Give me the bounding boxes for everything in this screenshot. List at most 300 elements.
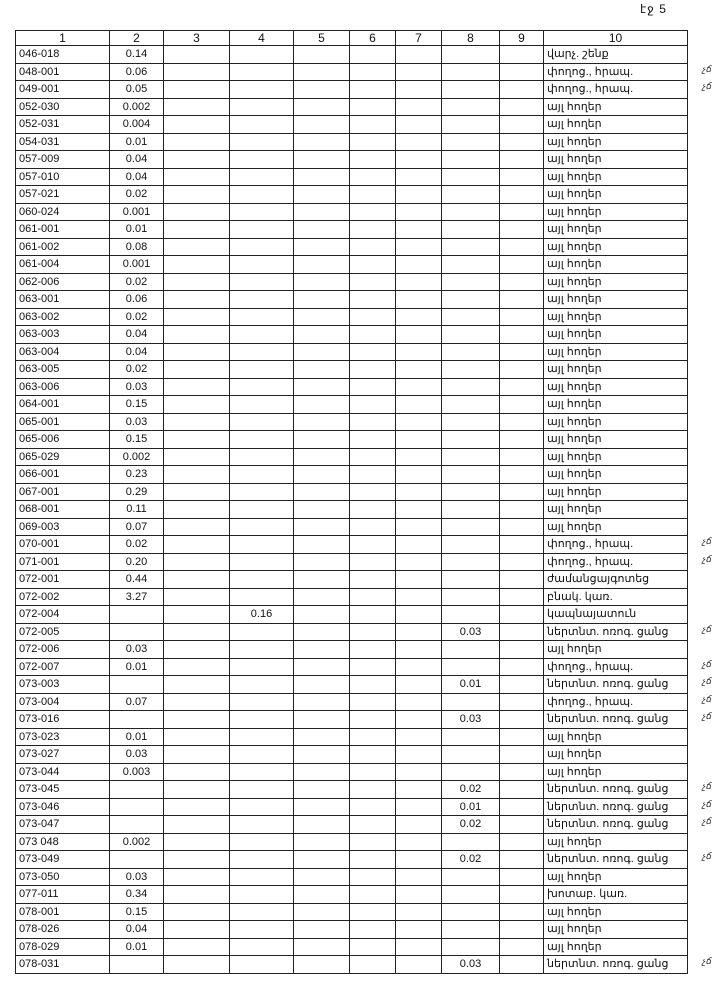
parcel-code: 054-031 [16,133,110,151]
col9-value [500,98,544,116]
col6-value [350,868,396,886]
col9-value [500,396,544,414]
col4-value [230,693,294,711]
land-use-note: ներտնտ. ոռոգ. ցանց [544,676,688,694]
land-use-note: այլ հողեր [544,273,688,291]
col5-value [294,938,350,956]
margin-mark: չճ [701,694,711,704]
col6-value [350,956,396,974]
col7-value [396,886,442,904]
col7-value [396,798,442,816]
col8-value [442,693,500,711]
col6-value [350,938,396,956]
col4-value [230,431,294,449]
parcel-code: 063-005 [16,361,110,379]
col7-value [396,868,442,886]
col2-value [110,956,164,974]
col5-value [294,448,350,466]
parcel-code: 073-023 [16,728,110,746]
parcel-code: 065-029 [16,448,110,466]
col5-value [294,221,350,239]
col5-value [294,886,350,904]
col2-value: 0.03 [110,641,164,659]
col6-value [350,798,396,816]
col6-value [350,221,396,239]
col4-value [230,781,294,799]
col7-value [396,343,442,361]
col4-value [230,921,294,939]
col5-value [294,501,350,519]
col6-value [350,658,396,676]
col9-value [500,238,544,256]
col7-value [396,63,442,81]
parcel-code: 078-029 [16,938,110,956]
col4-value [230,711,294,729]
land-use-note: փողոց., հրապ. [544,658,688,676]
col3-value [164,291,230,309]
col8-value [442,116,500,134]
col5-value [294,361,350,379]
col6-value [350,483,396,501]
col4-value [230,501,294,519]
parcel-code: 049-001 [16,81,110,99]
col5-value [294,273,350,291]
col8-value: 0.02 [442,781,500,799]
col4-value [230,676,294,694]
column-header-2: 2 [110,31,164,46]
land-use-note: ներտնտ. ոռոգ. ցանց [544,798,688,816]
col3-value [164,396,230,414]
col3-value [164,781,230,799]
col3-value [164,98,230,116]
col7-value [396,396,442,414]
table-row [16,343,688,361]
col9-value [500,326,544,344]
col4-value [230,868,294,886]
col9-value [500,466,544,484]
parcel-code: 072-004 [16,606,110,624]
col3-value [164,746,230,764]
col9-value [500,343,544,361]
col7-value [396,921,442,939]
col3-value [164,221,230,239]
parcel-code: 063-003 [16,326,110,344]
col2-value: 0.01 [110,221,164,239]
col8-value [442,868,500,886]
col8-value [442,203,500,221]
land-use-note: այլ հողեր [544,728,688,746]
col8-value [442,588,500,606]
col4-value [230,396,294,414]
col7-value [396,238,442,256]
col5-value [294,693,350,711]
col5-value [294,763,350,781]
col2-value [110,623,164,641]
col2-value: 0.02 [110,536,164,554]
col4-value [230,938,294,956]
col8-value [442,921,500,939]
col2-value: 0.20 [110,553,164,571]
col4-value [230,133,294,151]
col5-value [294,746,350,764]
parcel-code: 073-046 [16,798,110,816]
land-use-note: ներտնտ. ոռոգ. ցանց [544,711,688,729]
parcel-code: 061-004 [16,256,110,274]
col3-value [164,133,230,151]
col3-value [164,693,230,711]
col8-value [442,361,500,379]
col8-value: 0.02 [442,816,500,834]
table-row [16,623,688,641]
col7-value [396,781,442,799]
land-use-note: այլ հողեր [544,448,688,466]
col2-value [110,851,164,869]
col8-value [442,886,500,904]
col4-value [230,623,294,641]
land-use-note: այլ հողեր [544,466,688,484]
col7-value [396,413,442,431]
col3-value [164,553,230,571]
col4-value [230,798,294,816]
col3-value [164,711,230,729]
margin-mark: չճ [701,816,711,826]
margin-mark: չճ [701,676,711,686]
table-row [16,46,688,64]
col9-value [500,676,544,694]
col9-value [500,833,544,851]
col8-value [442,606,500,624]
col6-value [350,553,396,571]
col5-value [294,868,350,886]
col2-value: 0.04 [110,326,164,344]
col6-value [350,746,396,764]
parcel-code: 046-018 [16,46,110,64]
col6-value [350,536,396,554]
col9-value [500,571,544,589]
col4-value [230,833,294,851]
col2-value: 0.08 [110,238,164,256]
col5-value [294,623,350,641]
table-row [16,921,688,939]
col2-value: 0.07 [110,518,164,536]
col4-value [230,466,294,484]
parcel-code: 073-047 [16,816,110,834]
land-use-note: ներտնտ. ոռոգ. ցանց [544,956,688,974]
col7-value [396,763,442,781]
col5-value [294,851,350,869]
col4-value [230,273,294,291]
col6-value [350,116,396,134]
table-row [16,833,688,851]
col6-value [350,361,396,379]
col9-value [500,291,544,309]
col6-value [350,816,396,834]
table-row [16,413,688,431]
table-row [16,203,688,221]
margin-mark: չճ [701,64,711,74]
parcel-code: 073-049 [16,851,110,869]
col4-value [230,63,294,81]
col6-value [350,168,396,186]
col7-value [396,728,442,746]
col6-value [350,81,396,99]
parcel-code: 077-011 [16,886,110,904]
col2-value: 0.01 [110,133,164,151]
col5-value [294,518,350,536]
col2-value [110,606,164,624]
land-use-note: այլ հողեր [544,308,688,326]
col3-value [164,851,230,869]
table-row [16,781,688,799]
col8-value: 0.01 [442,676,500,694]
col8-value: 0.03 [442,956,500,974]
col8-value [442,46,500,64]
land-use-note: այլ հողեր [544,291,688,309]
col8-value [442,903,500,921]
col9-value [500,361,544,379]
col5-value [294,536,350,554]
margin-mark: չճ [701,659,711,669]
col6-value [350,378,396,396]
land-use-note: այլ հողեր [544,186,688,204]
col3-value [164,186,230,204]
col6-value [350,98,396,116]
col2-value: 0.05 [110,81,164,99]
col8-value [442,186,500,204]
table-row [16,553,688,571]
land-use-note: բնակ. կառ. [544,588,688,606]
col5-value [294,168,350,186]
col3-value [164,501,230,519]
col8-value [442,378,500,396]
column-header-7: 7 [396,31,442,46]
col5-value [294,431,350,449]
col9-value [500,588,544,606]
col3-value [164,641,230,659]
col2-value: 0.001 [110,203,164,221]
col3-value [164,938,230,956]
col8-value [442,63,500,81]
table-row [16,676,688,694]
col4-value [230,98,294,116]
col8-value [442,466,500,484]
land-use-note: այլ հողեր [544,833,688,851]
col7-value [396,501,442,519]
parcel-code: 072-005 [16,623,110,641]
col9-value [500,186,544,204]
col3-value [164,256,230,274]
col5-value [294,658,350,676]
margin-mark: չճ [701,799,711,809]
table-row [16,291,688,309]
col2-value [110,711,164,729]
col6-value [350,921,396,939]
col5-value [294,186,350,204]
table-row [16,851,688,869]
col7-value [396,483,442,501]
col9-value [500,798,544,816]
col3-value [164,151,230,169]
land-use-note: այլ հողեր [544,343,688,361]
col9-value [500,658,544,676]
table-row [16,361,688,379]
col8-value [442,326,500,344]
col4-value [230,326,294,344]
col5-value [294,903,350,921]
table-row [16,816,688,834]
col4-value [230,553,294,571]
col8-value [442,273,500,291]
table-row [16,798,688,816]
col7-value [396,676,442,694]
parcel-code: 073-004 [16,693,110,711]
col3-value [164,886,230,904]
col9-value [500,168,544,186]
col7-value [396,186,442,204]
table-row [16,221,688,239]
col4-value [230,886,294,904]
col6-value [350,63,396,81]
column-header-5: 5 [294,31,350,46]
col4-value [230,168,294,186]
col3-value [164,903,230,921]
col2-value: 0.07 [110,693,164,711]
column-header-8: 8 [442,31,500,46]
table-row [16,186,688,204]
parcel-code: 072-002 [16,588,110,606]
parcel-code: 073-044 [16,763,110,781]
parcel-code: 071-001 [16,553,110,571]
col6-value [350,676,396,694]
col2-value [110,816,164,834]
parcel-code: 073 048 [16,833,110,851]
col5-value [294,588,350,606]
col7-value [396,46,442,64]
col3-value [164,798,230,816]
parcel-code: 057-009 [16,151,110,169]
col3-value [164,606,230,624]
table-row [16,81,688,99]
col3-value [164,921,230,939]
col9-value [500,431,544,449]
col8-value [442,396,500,414]
col5-value [294,798,350,816]
col8-value [442,518,500,536]
parcel-code: 048-001 [16,63,110,81]
col6-value [350,623,396,641]
table-row [16,588,688,606]
col2-value: 0.06 [110,291,164,309]
parcel-code: 073-003 [16,676,110,694]
parcel-code: 073-050 [16,868,110,886]
table-row [16,483,688,501]
land-use-note: այլ հողեր [544,903,688,921]
col7-value [396,816,442,834]
col2-value: 0.001 [110,256,164,274]
land-use-note: այլ հողեր [544,378,688,396]
land-use-note: այլ հողեր [544,116,688,134]
col4-value [230,413,294,431]
col8-value: 0.01 [442,798,500,816]
col4-value [230,641,294,659]
col8-value: 0.02 [442,851,500,869]
col6-value [350,501,396,519]
margin-mark: չճ [701,536,711,546]
land-use-note: ներտնտ. ոռոգ. ցանց [544,781,688,799]
col7-value [396,116,442,134]
col3-value [164,536,230,554]
col5-value [294,676,350,694]
col6-value [350,273,396,291]
col3-value [164,728,230,746]
col3-value [164,46,230,64]
col9-value [500,606,544,624]
col8-value [442,238,500,256]
col4-value [230,256,294,274]
col8-value [442,641,500,659]
col5-value [294,203,350,221]
col4-value [230,343,294,361]
col7-value [396,588,442,606]
col9-value [500,868,544,886]
col9-value [500,221,544,239]
col5-value [294,378,350,396]
table-row [16,711,688,729]
parcel-code: 063-004 [16,343,110,361]
col8-value [442,221,500,239]
col2-value: 0.004 [110,116,164,134]
col5-value [294,151,350,169]
col6-value [350,903,396,921]
col7-value [396,623,442,641]
col3-value [164,273,230,291]
parcel-code: 052-030 [16,98,110,116]
land-use-note: այլ հողեր [544,326,688,344]
page-number: էջ 5 [640,2,667,16]
parcel-code: 072-001 [16,571,110,589]
col8-value [442,448,500,466]
col8-value [442,256,500,274]
land-use-note: փողոց., հրապ. [544,81,688,99]
col4-value [230,571,294,589]
col6-value [350,431,396,449]
land-use-note: այլ հողեր [544,763,688,781]
col2-value: 0.03 [110,413,164,431]
col3-value [164,116,230,134]
col5-value [294,641,350,659]
col4-value [230,151,294,169]
col9-value [500,273,544,291]
land-use-note: այլ հողեր [544,396,688,414]
col9-value [500,641,544,659]
col2-value: 0.15 [110,396,164,414]
col4-value [230,728,294,746]
margin-mark: չճ [701,554,711,564]
col3-value [164,588,230,606]
table-row [16,693,688,711]
col7-value [396,956,442,974]
col4-value [230,956,294,974]
col9-value [500,851,544,869]
col6-value [350,133,396,151]
table-row [16,518,688,536]
col6-value [350,413,396,431]
col7-value [396,151,442,169]
col4-value [230,116,294,134]
col7-value [396,536,442,554]
col6-value [350,693,396,711]
table-row [16,868,688,886]
